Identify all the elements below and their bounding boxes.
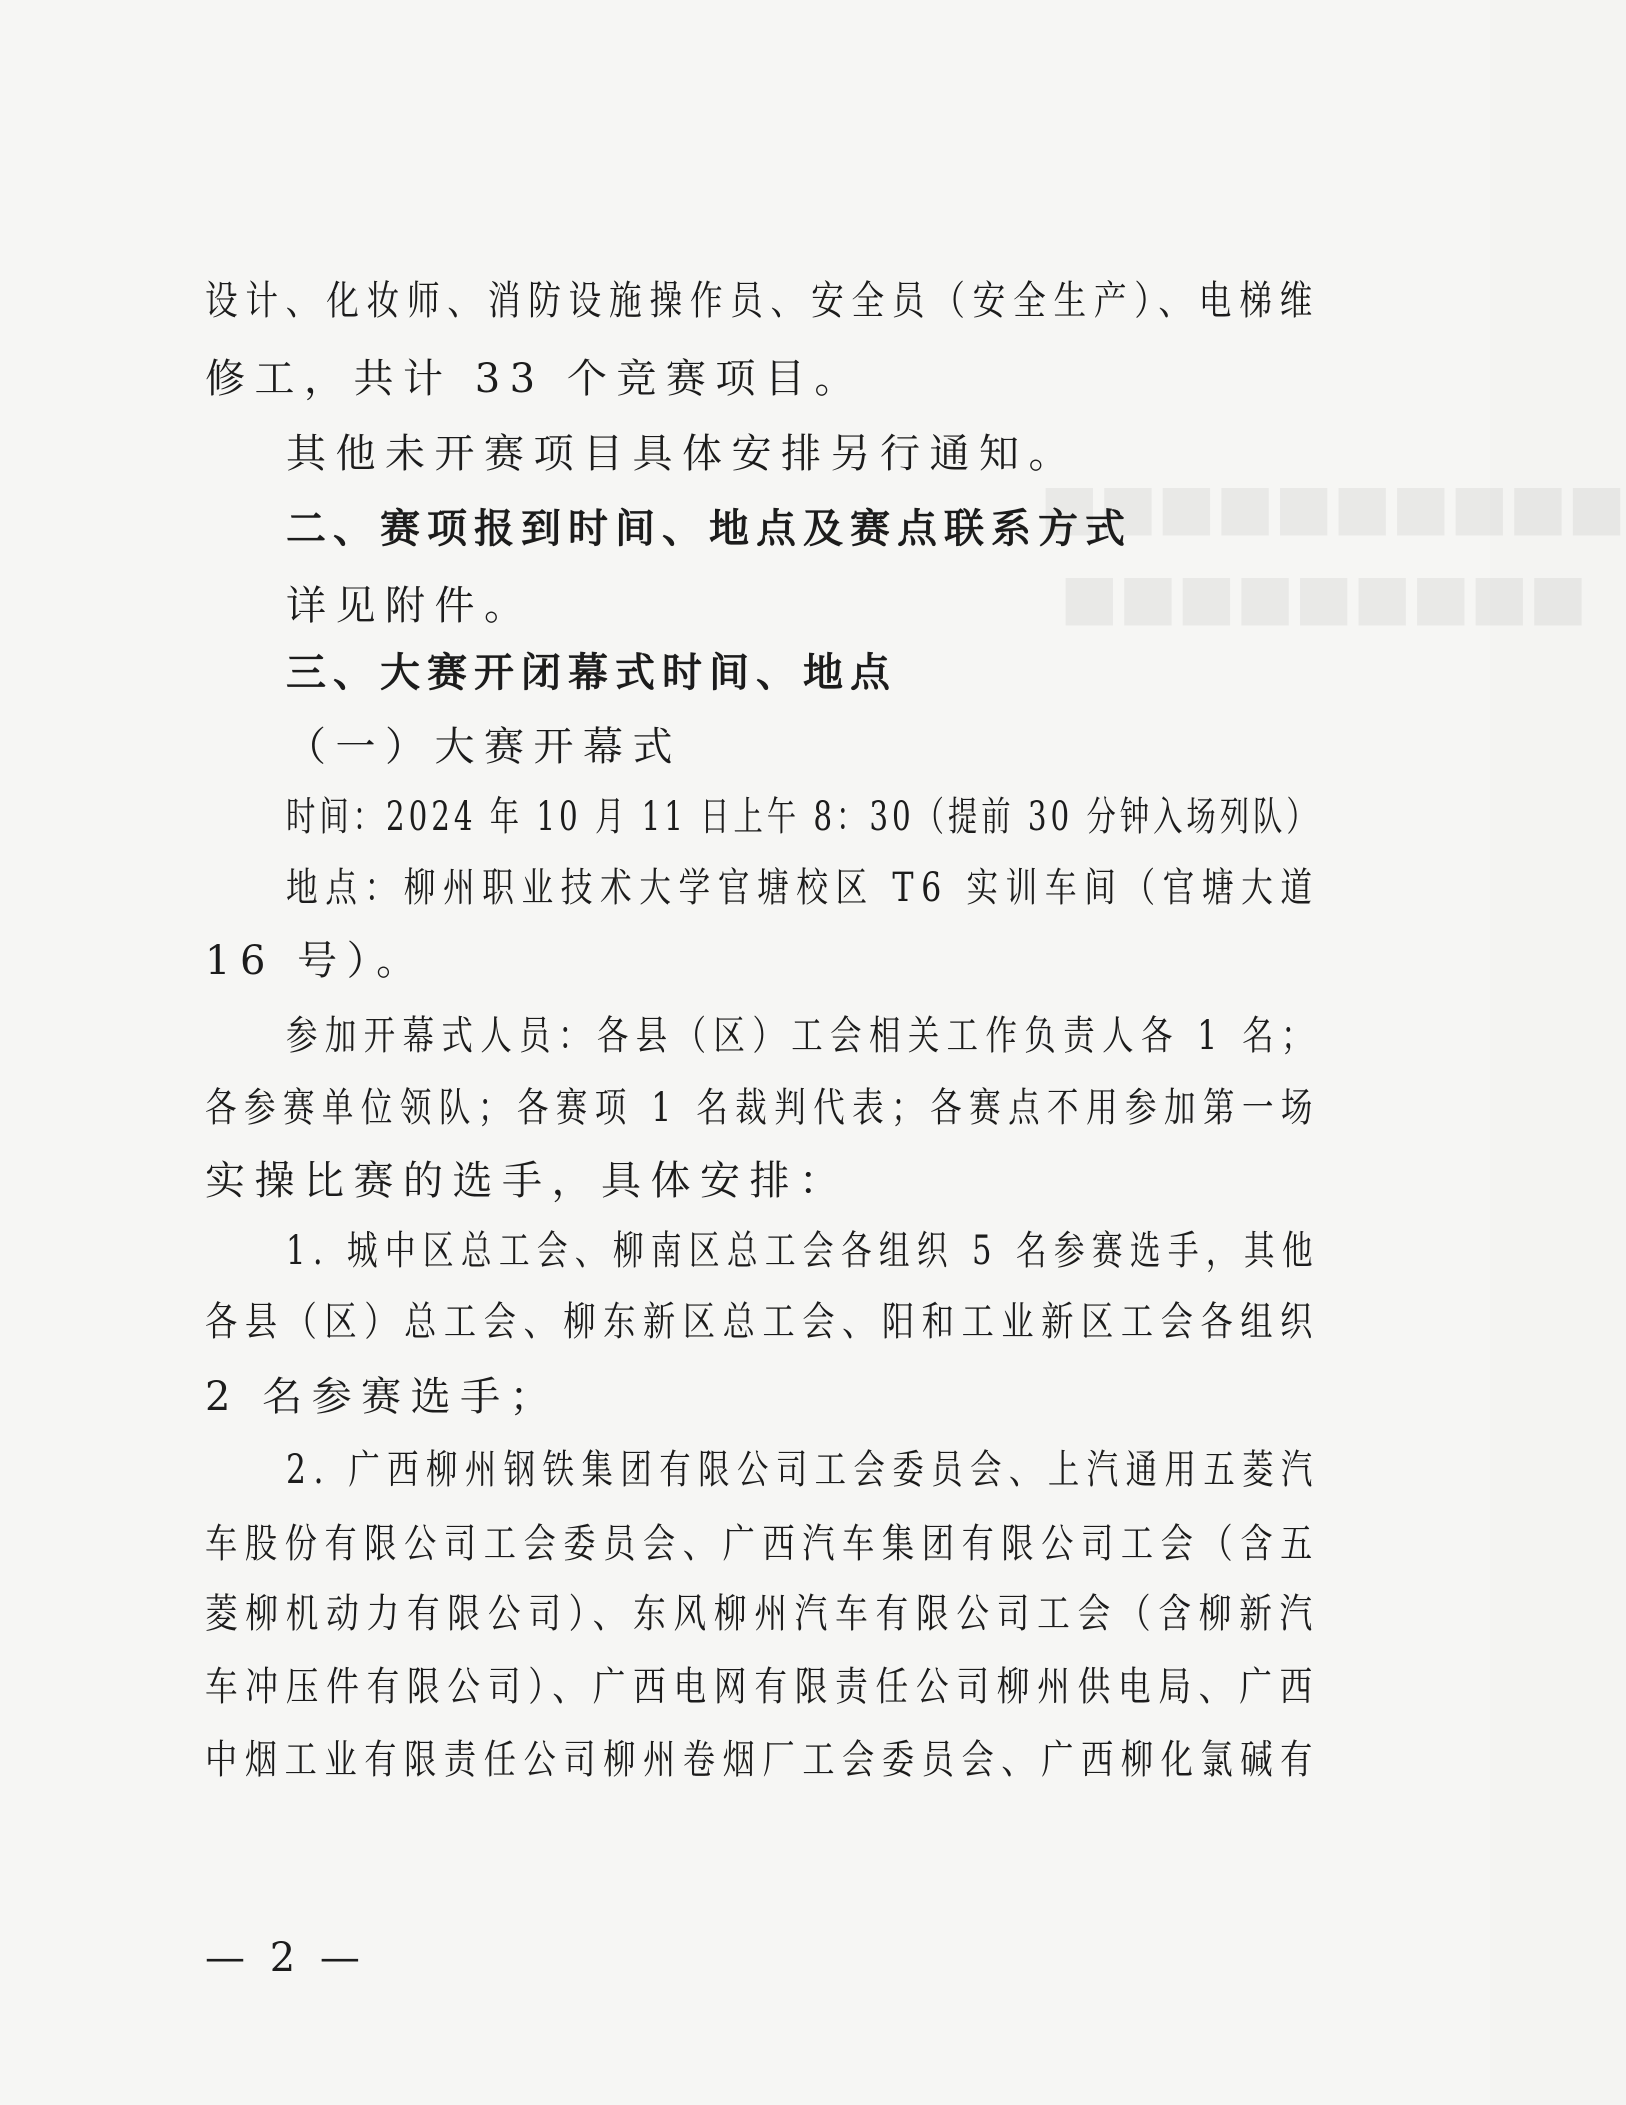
body-line-9: 地点：柳州职业技术大学官塘校区 T6 实训车间（官塘大道 — [286, 865, 1320, 911]
body-line-1: 设计、化妆师、消防设施操作员、安全员（安全生产）、电梯维 — [205, 278, 1320, 324]
body-line-17: 2. 广西柳州钢铁集团有限公司工会委员会、上汽通用五菱汽 — [286, 1447, 1320, 1493]
section-heading-3: 三、大赛开闭幕式时间、地点 — [286, 650, 897, 696]
bleed-through-watermark: ■■■■■■■■■ — [1060, 560, 1588, 633]
body-line-13: 实操比赛的选手，具体安排： — [205, 1158, 849, 1204]
body-line-2: 修工，共计 33 个竞赛项目。 — [205, 356, 864, 402]
page-number: — 2 — — [205, 1935, 366, 1981]
body-line-18: 车股份有限公司工会委员会、广西汽车集团有限公司工会（含五 — [205, 1521, 1320, 1567]
body-line-5: 详见附件。 — [286, 583, 534, 629]
body-line-10: 16 号）。 — [205, 938, 426, 984]
body-line-11: 参加开幕式人员：各县（区）工会相关工作负责人各 1 名； — [286, 1013, 1320, 1059]
body-line-21: 中烟工业有限责任公司柳州卷烟厂工会委员会、广西柳化氯碱有 — [205, 1737, 1320, 1783]
body-line-14: 1. 城中区总工会、柳南区总工会各组织 5 名参赛选手，其他 — [286, 1228, 1320, 1274]
bleed-through-watermark: ■■■■■■■■■■ — [1040, 470, 1626, 543]
body-line-15: 各县（区）总工会、柳东新区总工会、阳和工业新区工会各组织 — [205, 1299, 1320, 1345]
body-line-3: 其他未开赛项目具体安排另行通知。 — [286, 431, 1078, 477]
body-line-16: 2 名参赛选手； — [205, 1374, 560, 1420]
body-line-19: 菱柳机动力有限公司）、东风柳州汽车有限公司工会（含柳新汽 — [205, 1591, 1320, 1637]
body-line-20: 车冲压件有限公司）、广西电网有限责任公司柳州供电局、广西 — [205, 1664, 1320, 1710]
subsection-heading-1: （一）大赛开幕式 — [286, 724, 682, 770]
body-line-12: 各参赛单位领队；各赛项 1 名裁判代表；各赛点不用参加第一场 — [205, 1085, 1320, 1131]
section-heading-2: 二、赛项报到时间、地点及赛点联系方式 — [286, 506, 1132, 552]
body-line-8: 时间：2024 年 10 月 11 日上午 8：30（提前 30 分钟入场列队） — [286, 794, 1320, 840]
